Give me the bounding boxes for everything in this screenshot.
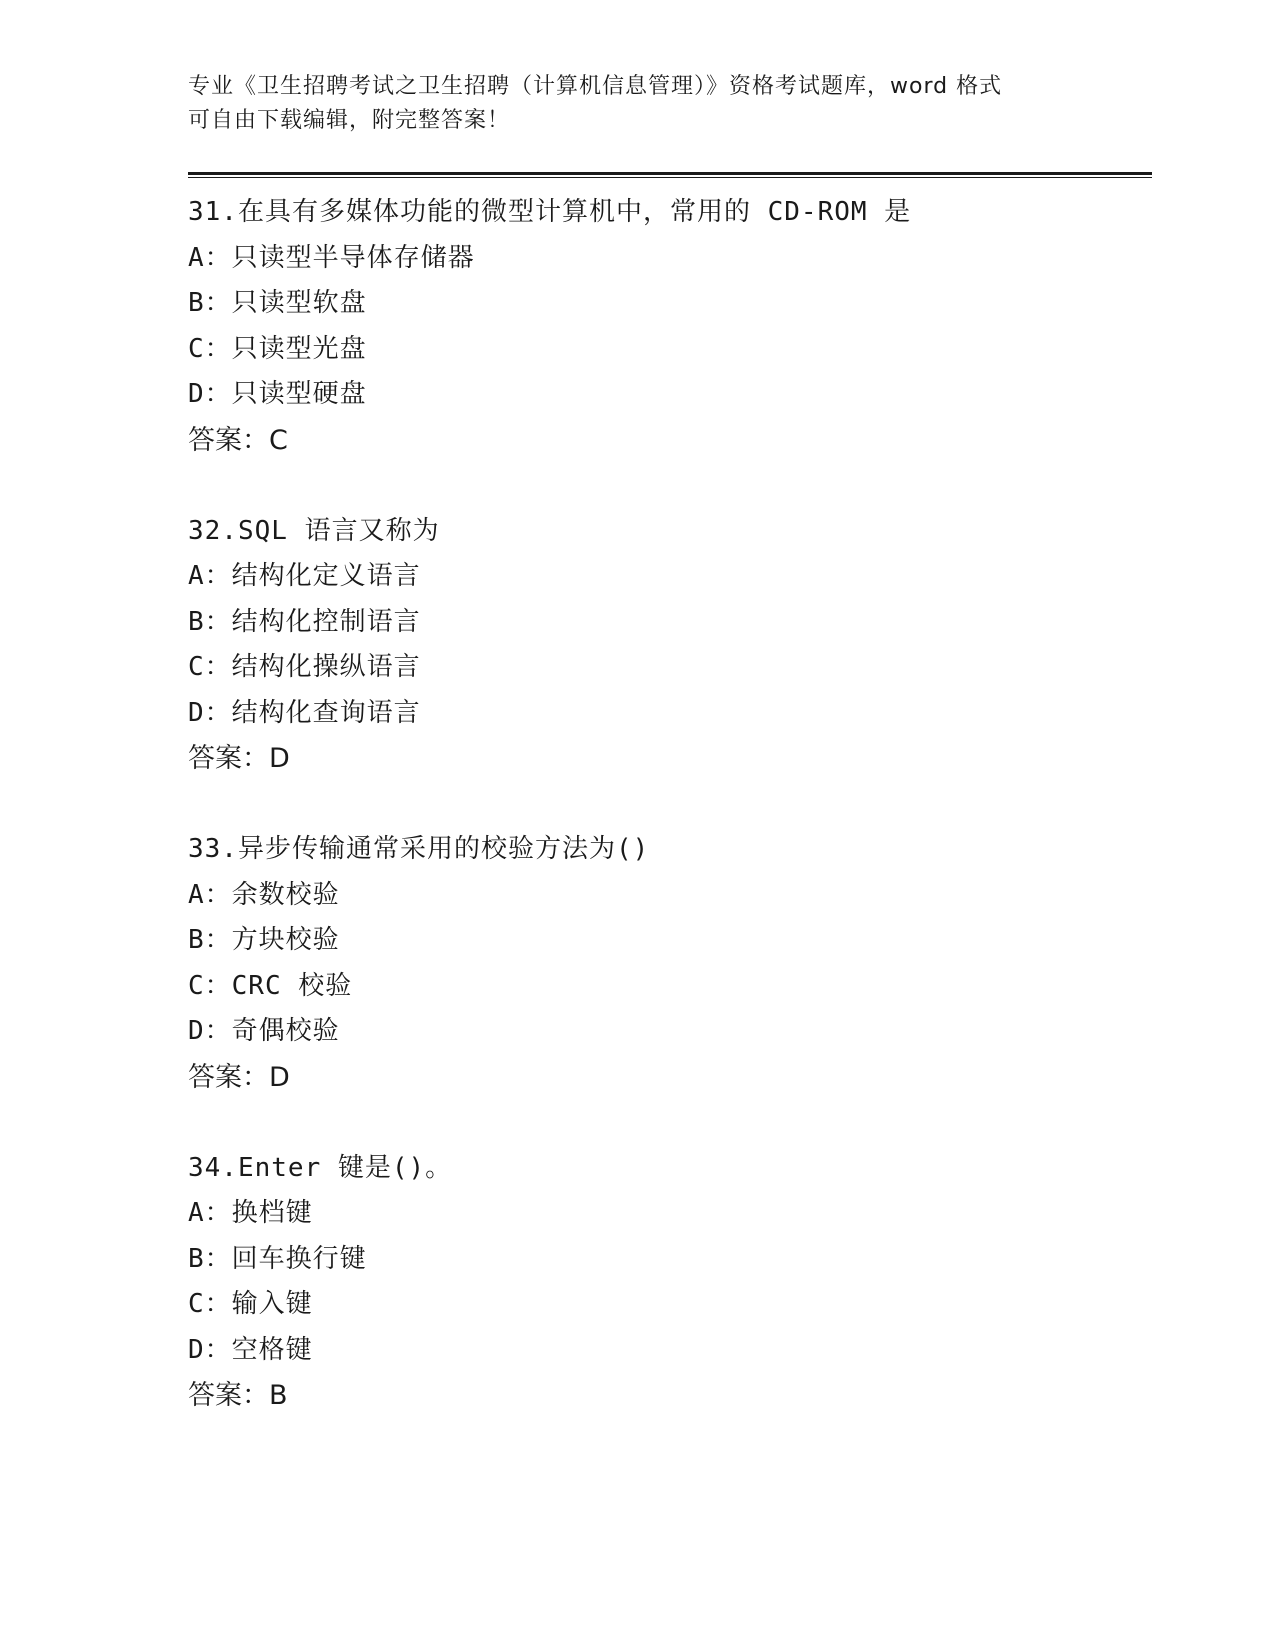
option-b: B：回车换行键 — [188, 1243, 367, 1274]
option-a: A：只读型半导体存储器 — [188, 242, 475, 273]
document-header — [188, 70, 1152, 138]
question-stem: 33.异步传输通常采用的校验方法为() — [188, 834, 650, 864]
option-c: C：输入键 — [188, 1289, 313, 1319]
answer: 答案：D — [188, 743, 290, 774]
question-33 — [188, 827, 1152, 1100]
question-34 — [188, 1146, 1152, 1419]
option-d: D：结构化查询语言 — [188, 697, 421, 728]
document-page — [188, 70, 1152, 1464]
option-c: C：结构化操纵语言 — [188, 652, 421, 682]
question-stem: 31.在具有多媒体功能的微型计算机中，常用的 CD-ROM 是 — [188, 197, 912, 227]
answer: 答案：B — [188, 1380, 288, 1411]
option-c: C：只读型光盘 — [188, 333, 367, 364]
option-b: B：只读型软盘 — [188, 288, 367, 318]
option-d: D：只读型硬盘 — [188, 379, 367, 409]
header-line-1: 专业《卫生招聘考试之卫生招聘（计算机信息管理）》资格考试题库，word 格式 — [188, 74, 1003, 99]
option-d: D：奇偶校验 — [188, 1016, 340, 1046]
question-32 — [188, 509, 1152, 782]
answer: 答案：D — [188, 1061, 290, 1093]
question-stem: 34.Enter 键是()。 — [188, 1152, 453, 1183]
option-b: B：结构化控制语言 — [188, 606, 421, 637]
header-line-2: 可自由下载编辑，附完整答案！ — [188, 108, 511, 133]
question-list — [188, 190, 1152, 1418]
option-a: A：结构化定义语言 — [188, 561, 421, 591]
option-b: B：方块校验 — [188, 925, 340, 955]
question-stem: 32.SQL 语言又称为 — [188, 515, 440, 546]
header-divider — [188, 172, 1152, 178]
answer: 答案：C — [188, 424, 288, 456]
option-c: C：CRC 校验 — [188, 970, 353, 1001]
option-d: D：空格键 — [188, 1334, 313, 1365]
option-a: A：换档键 — [188, 1198, 313, 1228]
option-a: A：余数校验 — [188, 879, 340, 910]
question-31 — [188, 190, 1152, 463]
